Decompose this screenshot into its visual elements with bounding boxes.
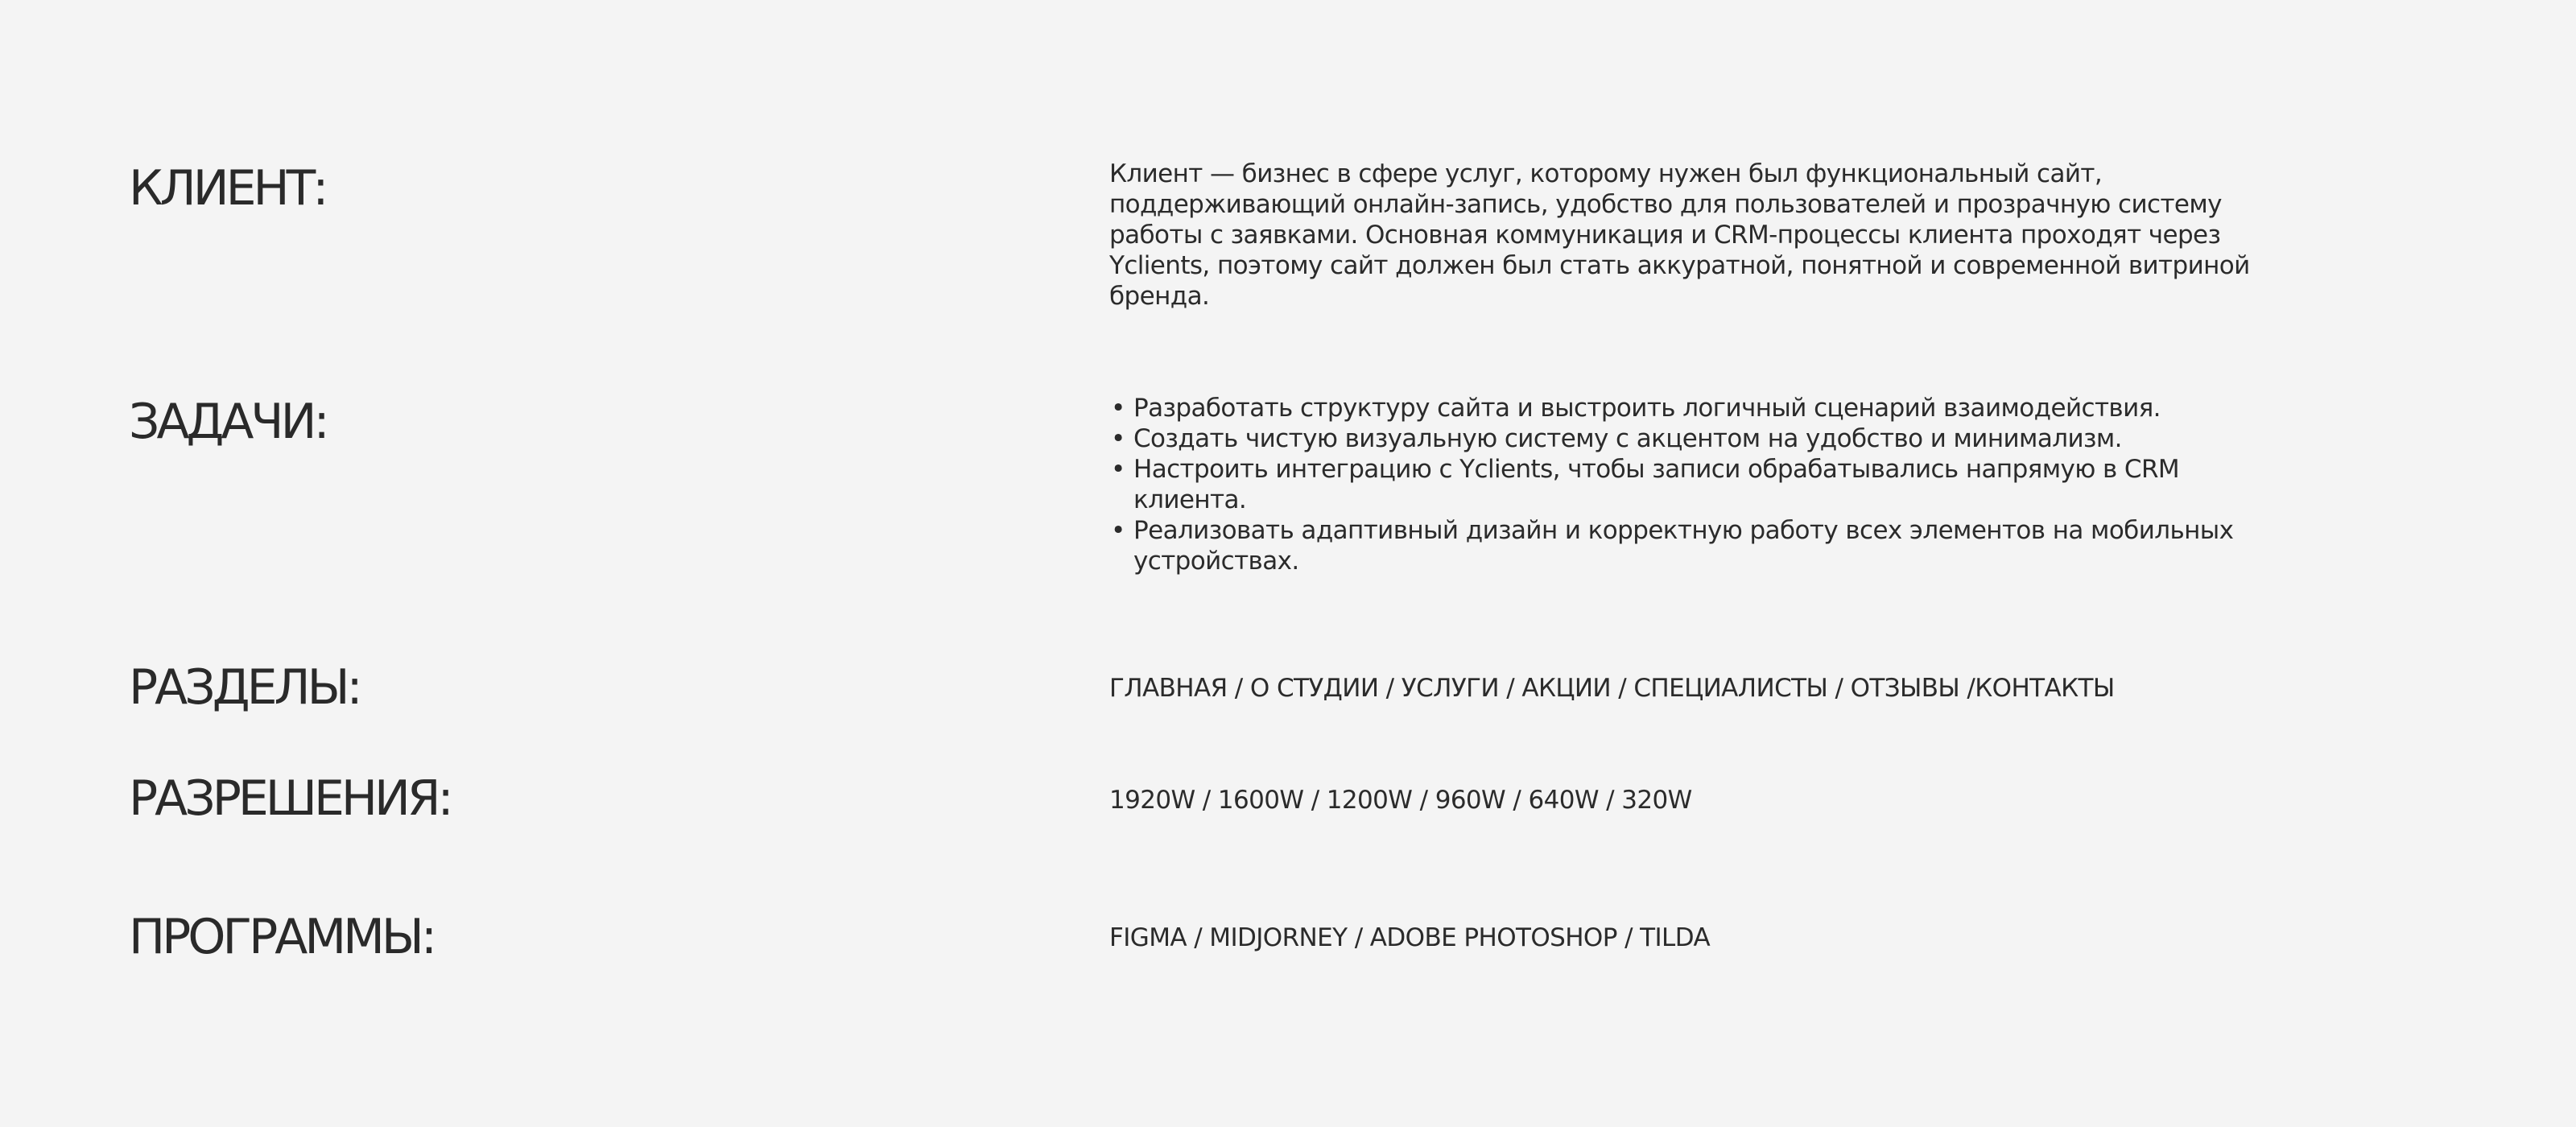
task-text: Создать чистую визуальную систему с акцентом на удобство и минимализм.	[1133, 424, 2122, 453]
task-text: Разработать структуру сайта и выстроить логичный сценарий взаимодействия.	[1133, 394, 2161, 423]
resolutions-list: 1920W / 1600W / 1200W / 960W / 640W / 320W	[1109, 786, 1692, 815]
resolutions-heading: РАЗРЕШЕНИЯ:	[129, 770, 451, 827]
tasks-list	[1109, 393, 2252, 576]
task-text: Реализовать адаптивный дизайн и корректную работу всех элементов на мобильных устройствах.	[1133, 516, 2234, 576]
bullet-icon: •	[1111, 394, 1125, 423]
task-item	[1109, 393, 2252, 423]
task-text: Настроить интеграцию с Yclients, чтобы записи обрабатывались напрямую в CRM клиента.	[1133, 455, 2180, 514]
bullet-icon: •	[1111, 516, 1125, 545]
tasks-heading: ЗАДАЧИ:	[129, 394, 327, 450]
task-item	[1109, 423, 2252, 454]
client-heading: КЛИЕНТ:	[129, 160, 326, 217]
task-item	[1109, 515, 2252, 576]
bullet-icon: •	[1111, 424, 1125, 453]
client-description: Клиент — бизнес в сфере услуг, которому нужен был функциональный сайт, поддерживающий онлайн-запись, удобство для пользователей и прозрачную систему работы с заявками. Основная коммуникация и CRM-процессы клиента проходят через Yclients, поэтому сайт должен был стать аккуратной, понятной и современной витриной бренда.	[1109, 159, 2250, 311]
sections-heading: РАЗДЕЛЫ:	[129, 659, 360, 716]
programs-list: FIGMA / MIDJORNEY / ADOBE PHOTOSHOP / TILDA	[1109, 923, 1711, 952]
bullet-icon: •	[1111, 455, 1125, 484]
task-item	[1109, 454, 2252, 515]
programs-heading: ПРОГРАММЫ:	[129, 909, 435, 965]
sections-list: ГЛАВНАЯ / О СТУДИИ / УСЛУГИ / АКЦИИ / СПЕЦИАЛИСТЫ / ОТЗЫВЫ /КОНТАКТЫ	[1109, 674, 2115, 703]
